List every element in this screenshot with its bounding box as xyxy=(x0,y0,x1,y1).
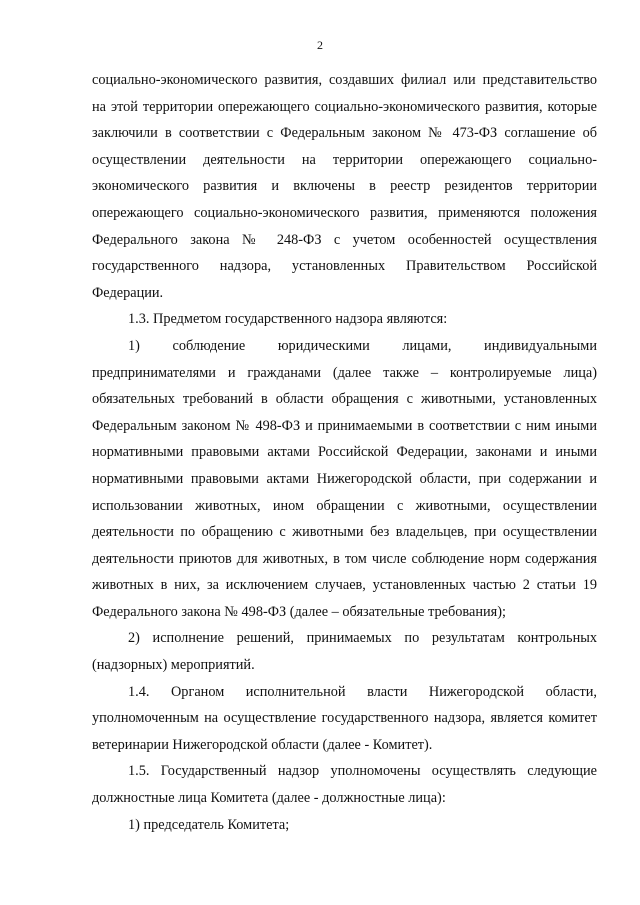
paragraph-1-3-item-1: 1) соблюдение юридическими лицами, индивидуальными предпринимателями и гражданами (далее также – контролируемые лица) обязательных требований в области обращения с животными, установленных Федеральным законом № 498-ФЗ и принимаемыми в соответствии с ним иными нормативными правовыми актами Российской Федерации, законами и иными нормативными правовыми актами Нижегородской области, при содержании и использовании животных, ином обращении с животными, осуществлении деятельности по обращению с животными без владельцев, при осуществлении деятельности приютов для животных, в том числе соблюдение норм содержания животных в них, за исключением случаев, установленных частью 2 статьи 19 Федерального закона № 498-ФЗ (далее – обязательные требования); xyxy=(92,337,597,620)
paragraph-1-4-authority: 1.4. Органом исполнительной власти Нижегородской области, уполномоченным на осуществление государственного надзора, является комитет ветеринарии Нижегородской области (далее - Комитет). xyxy=(92,683,597,753)
page-number: 2 xyxy=(317,38,323,52)
paragraph-1-5-officials: 1.5. Государственный надзор уполномочены осуществлять следующие должностные лица Комитета (далее - должностные лица): xyxy=(92,763,597,807)
paragraph-1-3-subject: 1.3. Предметом государственного надзора являются: xyxy=(128,311,448,328)
paragraph-1-5-item-1: 1) председатель Комитета; xyxy=(128,816,290,833)
paragraph-tor-residents: социально-экономического развития, создавших филиал или представительство на этой территории опережающего социально-экономического развития, которые заключили в соответствии с Федеральным законом № 473-ФЗ соглашение об осуществлении деятельности на территории опережающего социально-экономического развития и включены в реестр резидентов территории опережающего социально-экономического развития, применяются положения Федерального закона № 248-ФЗ с учетом особенностей осуществления государственного надзора, установленных Правительством Российской Федерации. xyxy=(92,72,597,301)
document-body xyxy=(92,67,597,838)
paragraph-1-3-item-2: 2) исполнение решений, принимаемых по результатам контрольных (надзорных) мероприятий. xyxy=(92,630,597,674)
